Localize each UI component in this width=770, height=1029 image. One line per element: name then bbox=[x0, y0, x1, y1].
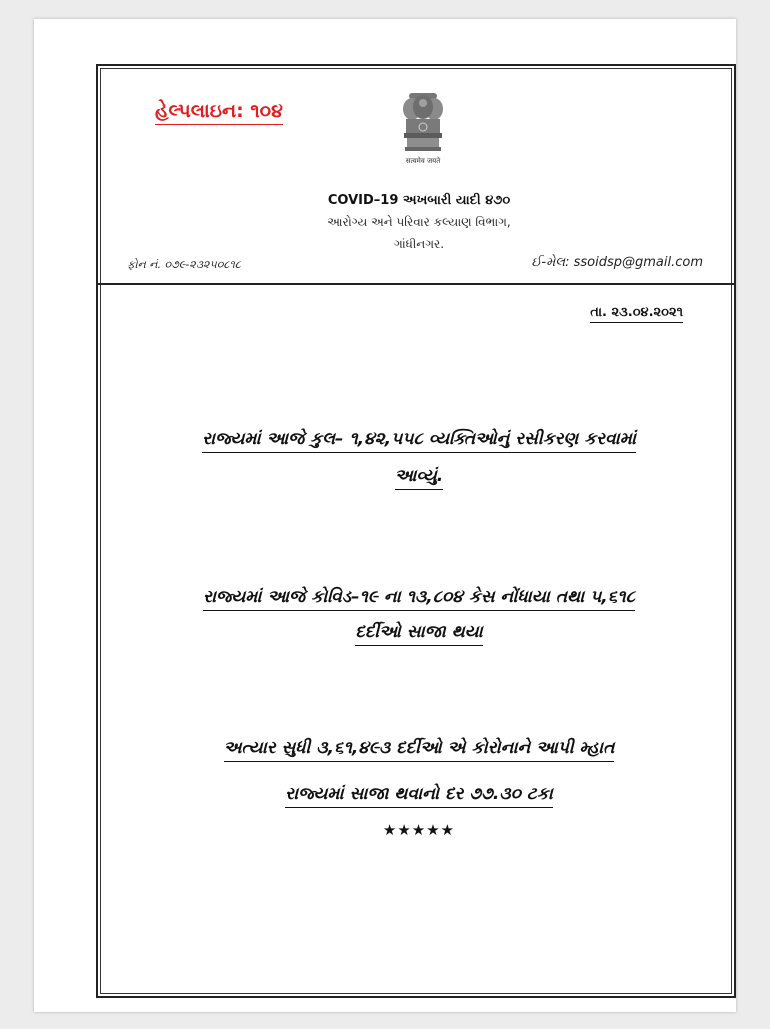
helpline-number: હેલ્પલાઇન: ૧૦૪ bbox=[155, 100, 283, 125]
star-separator: ★★★★★ bbox=[382, 821, 456, 839]
department-name: આરોગ્ય અને પરિવાર કલ્યાણ વિભાગ, bbox=[327, 215, 511, 229]
headline-vaccination-line-2: આવ્યું. bbox=[101, 466, 737, 486]
headline-cases-line-1: રાજ્યમાં આજે કોવિડ–૧૯ ના ૧૩,૮૦૪ કેસ નોંધાયા તથા ૫,૬૧૮ bbox=[101, 587, 737, 607]
headline-recovery-rate-line: રાજ્યમાં સાજા થવાનો દર ૭૭.૩૦ ટકા bbox=[101, 784, 737, 804]
press-release-title: COVID–19 અખબારી યાદી ૪૭૦ bbox=[327, 193, 511, 208]
email-address: ઈ-મેલ: ssoidsp@gmail.com bbox=[531, 255, 703, 270]
headline-recovered-line-1: અત્યાર સુધી ૩,૬૧,૪૯૩ દર્દીઓ એ કોરોનાને આપી મ્હાત bbox=[101, 738, 737, 758]
headline-cases-line-2: દર્દીઓ સાજા થયા bbox=[101, 622, 737, 642]
page-border-inner bbox=[100, 68, 732, 994]
header-divider bbox=[97, 283, 735, 285]
headline-vaccination-line-1: રાજ્યમાં આજે કુલ– ૧,૪૨,૫૫૮ વ્યક્તિઓનું રસીકરણ કરવામાં bbox=[101, 429, 737, 449]
page-border bbox=[96, 64, 736, 998]
release-date: તા. ૨૩.૦૪.૨૦૨૧ bbox=[590, 305, 683, 323]
document-page bbox=[34, 19, 736, 1012]
phone-number: ફોન નં. ૦૭૯-૨૩૨૫૦૮૧૮ bbox=[127, 258, 241, 271]
emblem-motto: सत्यमेव जयते bbox=[405, 157, 441, 165]
city-name: ગાંધીનગર. bbox=[393, 237, 445, 251]
